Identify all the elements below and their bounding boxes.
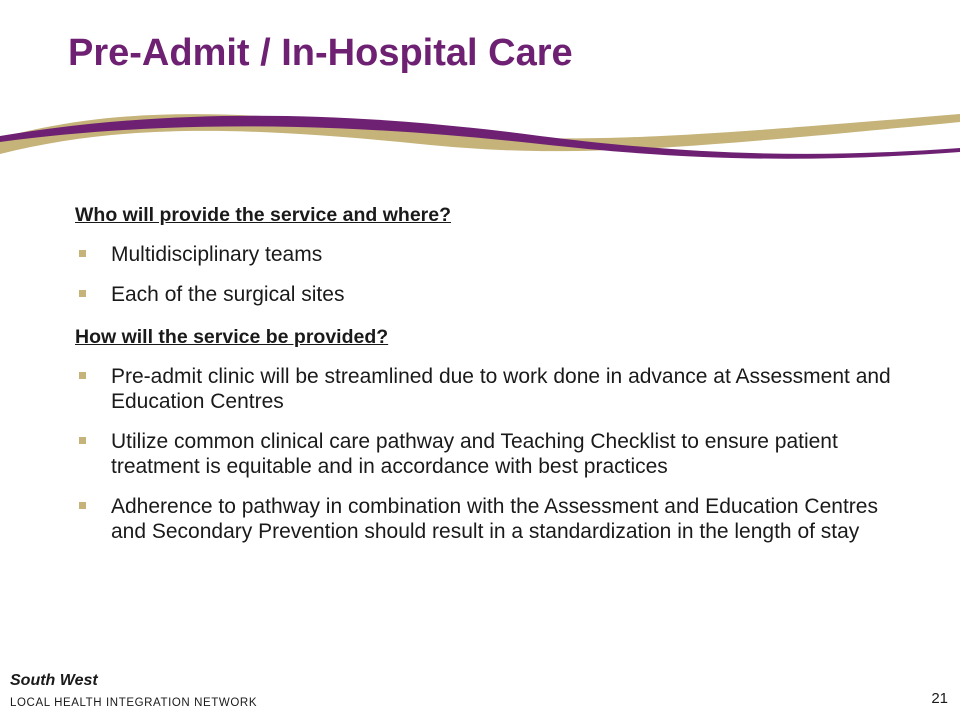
brand-subtitle: LOCAL HEALTH INTEGRATION NETWORK <box>10 697 258 709</box>
bullet-text: Multidisciplinary teams <box>111 243 323 266</box>
purple-swoosh-band <box>0 116 960 159</box>
bullet-text: Each of the surgical sites <box>111 283 345 306</box>
square-bullet-icon <box>79 502 86 509</box>
bullet-item <box>75 282 915 307</box>
brand-name: South West <box>10 672 98 689</box>
bullet-text: Utilize common clinical care pathway and Teaching Checklist to ensure patient treatment is equitable and in accordance with best practices <box>111 430 838 478</box>
square-bullet-icon <box>79 250 86 257</box>
page-number: 21 <box>931 690 948 707</box>
square-bullet-icon <box>79 437 86 444</box>
section-how-provided <box>75 322 915 544</box>
slide-body <box>75 200 915 559</box>
bullet-text: Pre-admit clinic will be streamlined due to work done in advance at Assessment and Education Centres <box>111 365 891 413</box>
bullet-item <box>75 364 915 414</box>
section-heading: Who will provide the service and where? <box>75 204 452 226</box>
bullet-item <box>75 429 915 479</box>
bullet-item <box>75 242 915 267</box>
bullet-list <box>75 364 915 544</box>
section-who-where <box>75 200 915 307</box>
footer-brand-logo <box>10 671 257 711</box>
bullet-list <box>75 242 915 307</box>
slide-title: Pre-Admit / In-Hospital Care <box>68 32 573 74</box>
section-heading: How will the service be provided? <box>75 326 389 348</box>
bullet-item <box>75 494 915 544</box>
decorative-swoosh <box>0 100 960 170</box>
square-bullet-icon <box>79 290 86 297</box>
bullet-text: Adherence to pathway in combination with the Assessment and Education Centres and Secondary Prevention should result in a standardization in the length of stay <box>111 495 878 543</box>
square-bullet-icon <box>79 372 86 379</box>
